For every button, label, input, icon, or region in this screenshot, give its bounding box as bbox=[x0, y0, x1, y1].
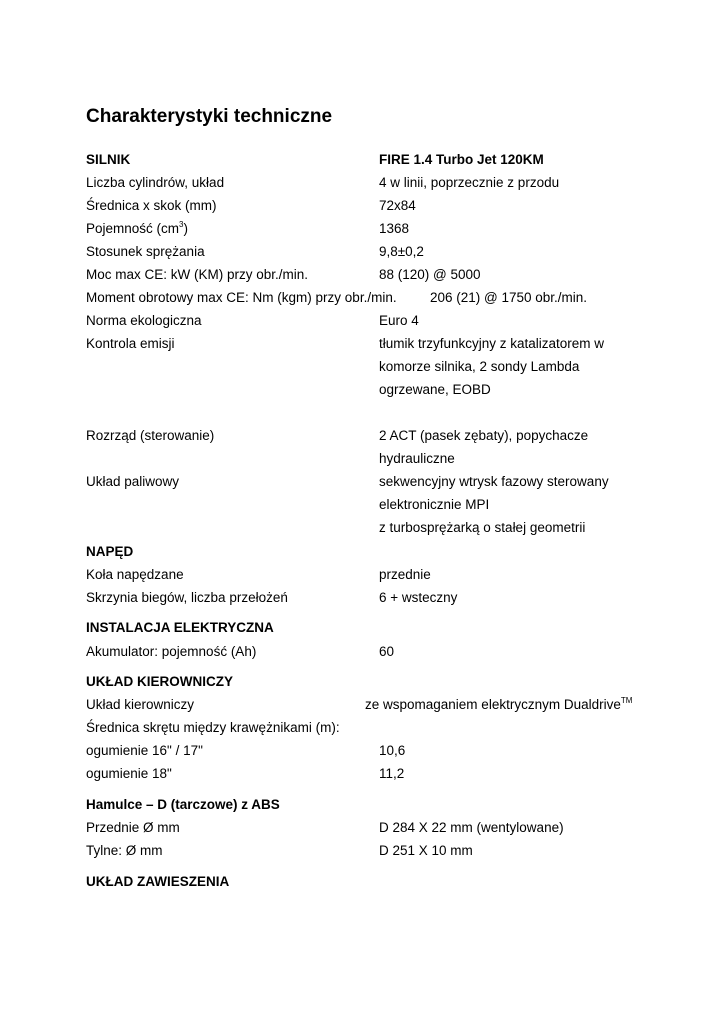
spec-value: elektronicznie MPI bbox=[379, 497, 490, 512]
section-header-zawieszenie: UKŁAD ZAWIESZENIA bbox=[86, 874, 230, 889]
spec-label: Średnica x skok (mm) bbox=[86, 198, 217, 213]
spec-value bbox=[365, 697, 632, 713]
spec-label: Akumulator: pojemność (Ah) bbox=[86, 644, 257, 659]
section-header-kierowniczy: UKŁAD KIEROWNICZY bbox=[86, 674, 233, 689]
spec-label: ogumienie 18" bbox=[86, 766, 172, 781]
spec-label: Norma ekologiczna bbox=[86, 313, 202, 328]
spec-value: 206 (21) @ 1750 obr./min. bbox=[430, 290, 588, 305]
section-header-silnik: SILNIK bbox=[86, 152, 131, 167]
spec-value: Euro 4 bbox=[379, 313, 419, 328]
spec-value: 88 (120) @ 5000 bbox=[379, 267, 481, 282]
spec-label: Tylne: Ø mm bbox=[86, 843, 163, 858]
spec-value: 72x84 bbox=[379, 198, 416, 213]
spec-label-text: Pojemność (cm bbox=[86, 221, 180, 236]
spec-value: 6 + wsteczny bbox=[379, 590, 458, 605]
spec-value: 9,8±0,2 bbox=[379, 244, 424, 259]
spec-label-text-end: ) bbox=[183, 221, 188, 236]
spec-label: Koła napędzane bbox=[86, 567, 184, 582]
spec-label: Moment obrotowy max CE: Nm (kgm) przy obr./min. bbox=[86, 290, 397, 305]
spec-label: Układ kierowniczy bbox=[86, 697, 195, 712]
spec-value: przednie bbox=[379, 567, 431, 582]
spec-label: Rozrząd (sterowanie) bbox=[86, 428, 215, 443]
spec-value: D 251 X 10 mm bbox=[379, 843, 473, 858]
spec-label: Stosunek sprężania bbox=[86, 244, 205, 259]
spec-label bbox=[86, 221, 188, 237]
engine-model: FIRE 1.4 Turbo Jet 120KM bbox=[379, 152, 544, 167]
section-header-naped: NAPĘD bbox=[86, 544, 134, 559]
spec-value: hydrauliczne bbox=[379, 451, 455, 466]
spec-label-superscript: 3 bbox=[179, 220, 184, 229]
spec-label: Przednie Ø mm bbox=[86, 820, 180, 835]
spec-value: sekwencyjny wtrysk fazowy sterowany bbox=[379, 474, 609, 489]
spec-value: D 284 X 22 mm (wentylowane) bbox=[379, 820, 564, 835]
spec-value: ogrzewane, EOBD bbox=[379, 382, 491, 397]
spec-value: tłumik trzyfunkcyjny z katalizatorem w bbox=[379, 336, 605, 351]
spec-value: z turbosprężarką o stałej geometrii bbox=[379, 520, 586, 535]
spec-value: 11,2 bbox=[379, 766, 405, 781]
spec-label: ogumienie 16" / 17" bbox=[86, 743, 203, 758]
trademark-superscript: TM bbox=[620, 696, 633, 705]
spec-value: 60 bbox=[379, 644, 395, 659]
spec-value: 10,6 bbox=[379, 743, 406, 758]
spec-value: komorze silnika, 2 sondy Lambda bbox=[379, 359, 580, 374]
spec-label: Skrzynia biegów, liczba przełożeń bbox=[86, 590, 288, 605]
section-header-instalacja: INSTALACJA ELEKTRYCZNA bbox=[86, 620, 274, 635]
page-title: Charakterystyki techniczne bbox=[86, 106, 333, 127]
spec-value: 4 w linii, poprzecznie z przodu bbox=[379, 175, 560, 190]
spec-value-text: ze wspomaganiem elektrycznym Dualdrive bbox=[365, 697, 621, 712]
spec-value: 2 ACT (pasek zębaty), popychacze bbox=[379, 428, 589, 443]
spec-label: Układ paliwowy bbox=[86, 474, 180, 489]
spec-label: Kontrola emisji bbox=[86, 336, 175, 351]
spec-value: 1368 bbox=[379, 221, 410, 236]
spec-label: Liczba cylindrów, układ bbox=[86, 175, 225, 190]
section-header-hamulce: Hamulce – D (tarczowe) z ABS bbox=[86, 797, 280, 812]
spec-label: Moc max CE: kW (KM) przy obr./min. bbox=[86, 267, 309, 282]
spec-label: Średnica skrętu między krawężnikami (m): bbox=[86, 720, 340, 735]
